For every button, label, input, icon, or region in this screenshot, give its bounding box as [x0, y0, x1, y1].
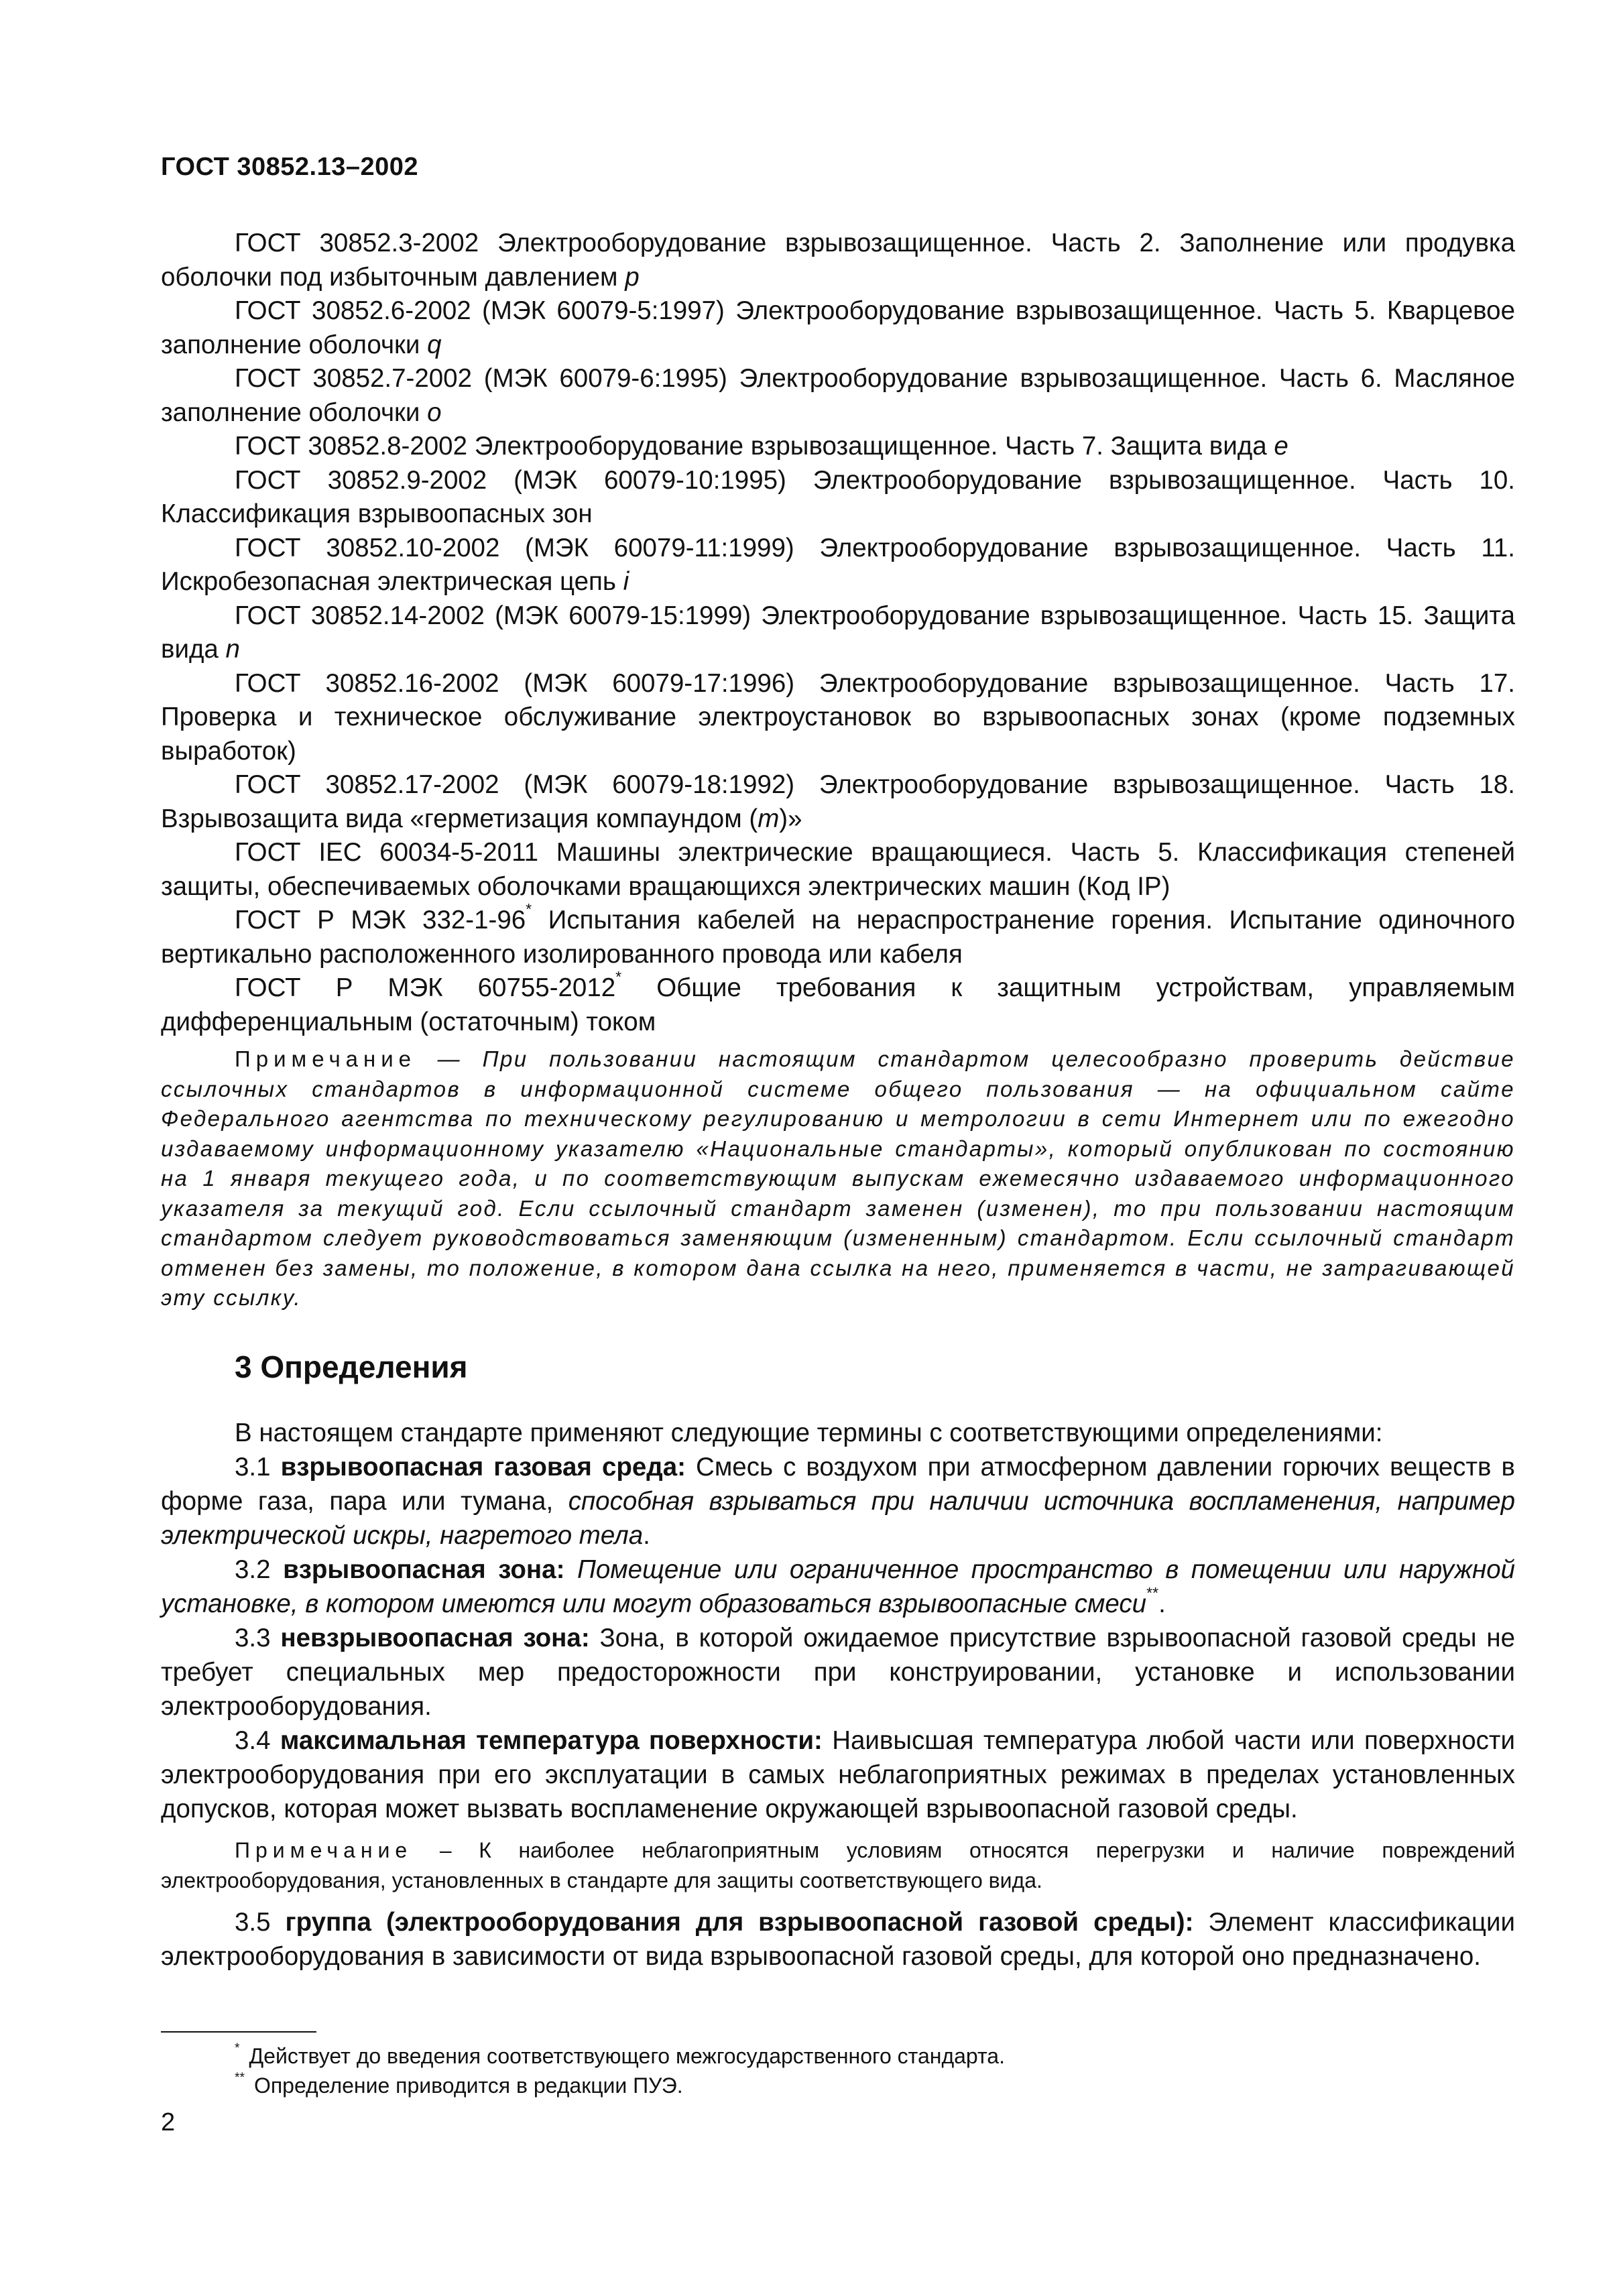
term: взрывоопасная газовая среда: [280, 1453, 686, 1482]
term: группа (электрооборудования для взрывоопасной газовой среды): [285, 1908, 1194, 1937]
normative-references-list [161, 227, 1515, 1039]
definition-3-1: 3.1 взрывоопасная газовая среда: Смесь с воздухом при атмосферном давлении горючих веществ в форме газа, пара или тумана, способная взрываться при наличии источника воспламенения, например электрической искры, нагретого тела. [161, 1453, 1515, 1550]
footnote-divider [161, 2031, 316, 2033]
reference-item: ГОСТ 30852.3-2002 Электрооборудование взрывозащищенное. Часть 2. Заполнение или продувка оболочки под избыточным давлением p [161, 229, 1515, 292]
reference-item: ГОСТ IEC 60034-5-2011 Машины электрические вращающиеся. Часть 5. Классификация степеней защиты, обеспечиваемых оболочками вращающихся электрических машин (Код IP) [161, 838, 1515, 901]
footnote-marker: ** [1146, 1584, 1159, 1602]
definition-3-4: 3.4 максимальная температура поверхности: Наивысшая температура любой части или поверхности электрооборудования при его эксплуатации в самых неблагоприятных режимах в пределах установленных допусков, которая может вызвать воспламенение окружающей взрывоопасной газовой среды. [161, 1726, 1516, 1823]
footnotes [235, 2041, 1508, 2100]
reference-item: ГОСТ 30852.10-2002 (МЭК 60079-11:1999) Электрооборудование взрывозащищенное. Часть 11. Искробезопасная электрическая цепь i [161, 533, 1515, 596]
reference-item: ГОСТ 30852.17-2002 (МЭК 60079-18:1992) Электрооборудование взрывозащищенное. Часть 18. Взрывозащита вида «герметизация компаундом (m)» [161, 770, 1515, 833]
reference-item: ГОСТ Р МЭК 60755-2012* Общие требования к защитным устройствам, управляемым дифференциальным (остаточным) током [161, 968, 1515, 1036]
definitions-intro: В настоящем стандарте применяют следующие термины с соответствующими определениями: [235, 1418, 1383, 1447]
footnote-marker: ** [235, 2070, 245, 2085]
footnote-marker: * [615, 968, 622, 986]
reference-item: ГОСТ 30852.14-2002 (МЭК 60079-15:1999) Электрооборудование взрывозащищенное. Часть 15. Защита вида n [161, 601, 1515, 664]
footnote-marker: * [235, 2041, 240, 2055]
footnote: * Действует до введения соответствующего межгосударственного стандарта. [235, 2041, 1005, 2068]
definition-3-3: 3.3 невзрывоопасная зона: Зона, в которой ожидаемое присутствие взрывоопасной газовой среды не требует специальных мер предосторожности при конструировании, установке и использовании электрооборудования. [161, 1624, 1516, 1721]
reference-item: ГОСТ 30852.9-2002 (МЭК 60079-10:1995) Электрооборудование взрывозащищенное. Часть 10. Классификация взрывоопасных зон [161, 465, 1515, 528]
footnote: ** Определение приводится в редакции ПУЭ. [235, 2070, 683, 2098]
reference-item: ГОСТ 30852.8-2002 Электрооборудование взрывозащищенное. Часть 7. Защита вида е [235, 432, 1288, 461]
document-header: ГОСТ 30852.13–2002 [161, 153, 419, 181]
note-label: Примечание [235, 1046, 417, 1071]
note-text: — При пользовании настоящим стандартом целесообразно проверить действие ссылочных стандартов в информационной системе общего пользования — на официальном сайте Федерального агентства по техническому регулированию и метрологии в сети Интернет или по ежегодно издаваемому информационному указателю «Национальные стандарты», который опубликован по состоянию на 1 января текущего года, и по соответствующим выпускам ежемесячно издаваемого информационного указателя за текущий год. Если ссылочный стандарт заменен (изменен), то при пользовании настоящим стандартом следует руководствоваться заменяющим (измененным) стандартом. Если ссылочный стандарт отменен без замены, то положение, в котором дана ссылка на него, применяется в части, не затрагивающей эту ссылку. [161, 1046, 1515, 1310]
term: максимальная температура поверхности: [280, 1726, 823, 1755]
section-title: 3 Определения [235, 1349, 468, 1384]
term: взрывоопасная зона: [283, 1555, 565, 1584]
definition-3-2: 3.2 взрывоопасная зона: Помещение или ограниченное пространство в помещении или наружной установке, в котором имеются или могут образоваться взрывоопасные смеси**. [161, 1555, 1516, 1618]
note-label: Примечание [235, 1838, 413, 1862]
page-number: 2 [161, 2108, 176, 2136]
footnote-marker: * [526, 900, 532, 918]
reference-item: ГОСТ Р МЭК 332-1-96* Испытания кабелей на нераспространение горения. Испытание одиночного вертикально расположенного изолированного провода или кабеля [161, 900, 1515, 969]
definition-3-5: 3.5 группа (электрооборудования для взрывоопасной газовой среды): Элемент классификации электрооборудования в зависимости от вида взрывоопасной газовой среды, для которой оно предназначено. [161, 1908, 1515, 1971]
references-note [161, 1044, 1515, 1313]
reference-item: ГОСТ 30852.7-2002 (МЭК 60079-6:1995) Электрооборудование взрывозащищенное. Часть 6. Масляное заполнение оболочки о [161, 364, 1515, 427]
reference-item: ГОСТ 30852.16-2002 (МЭК 60079-17:1996) Электрооборудование взрывозащищенное. Часть 17. Проверка и техническое обслуживание электроустановок во взрывоопасных зонах (кроме подземных выработок) [161, 668, 1515, 766]
reference-item: ГОСТ 30852.6-2002 (МЭК 60079-5:1997) Электрооборудование взрывозащищенное. Часть 5. Кварцевое заполнение оболочки q [161, 296, 1515, 359]
definition-note [161, 1835, 1515, 1896]
definitions-section [161, 1416, 1515, 1974]
term: невзрывоопасная зона: [280, 1624, 590, 1652]
note-text: – К наиболее неблагоприятным условиям относятся перегрузки и наличие повреждений электрооборудования, установленных в стандарте для защиты соответствующего вида. [161, 1838, 1515, 1892]
